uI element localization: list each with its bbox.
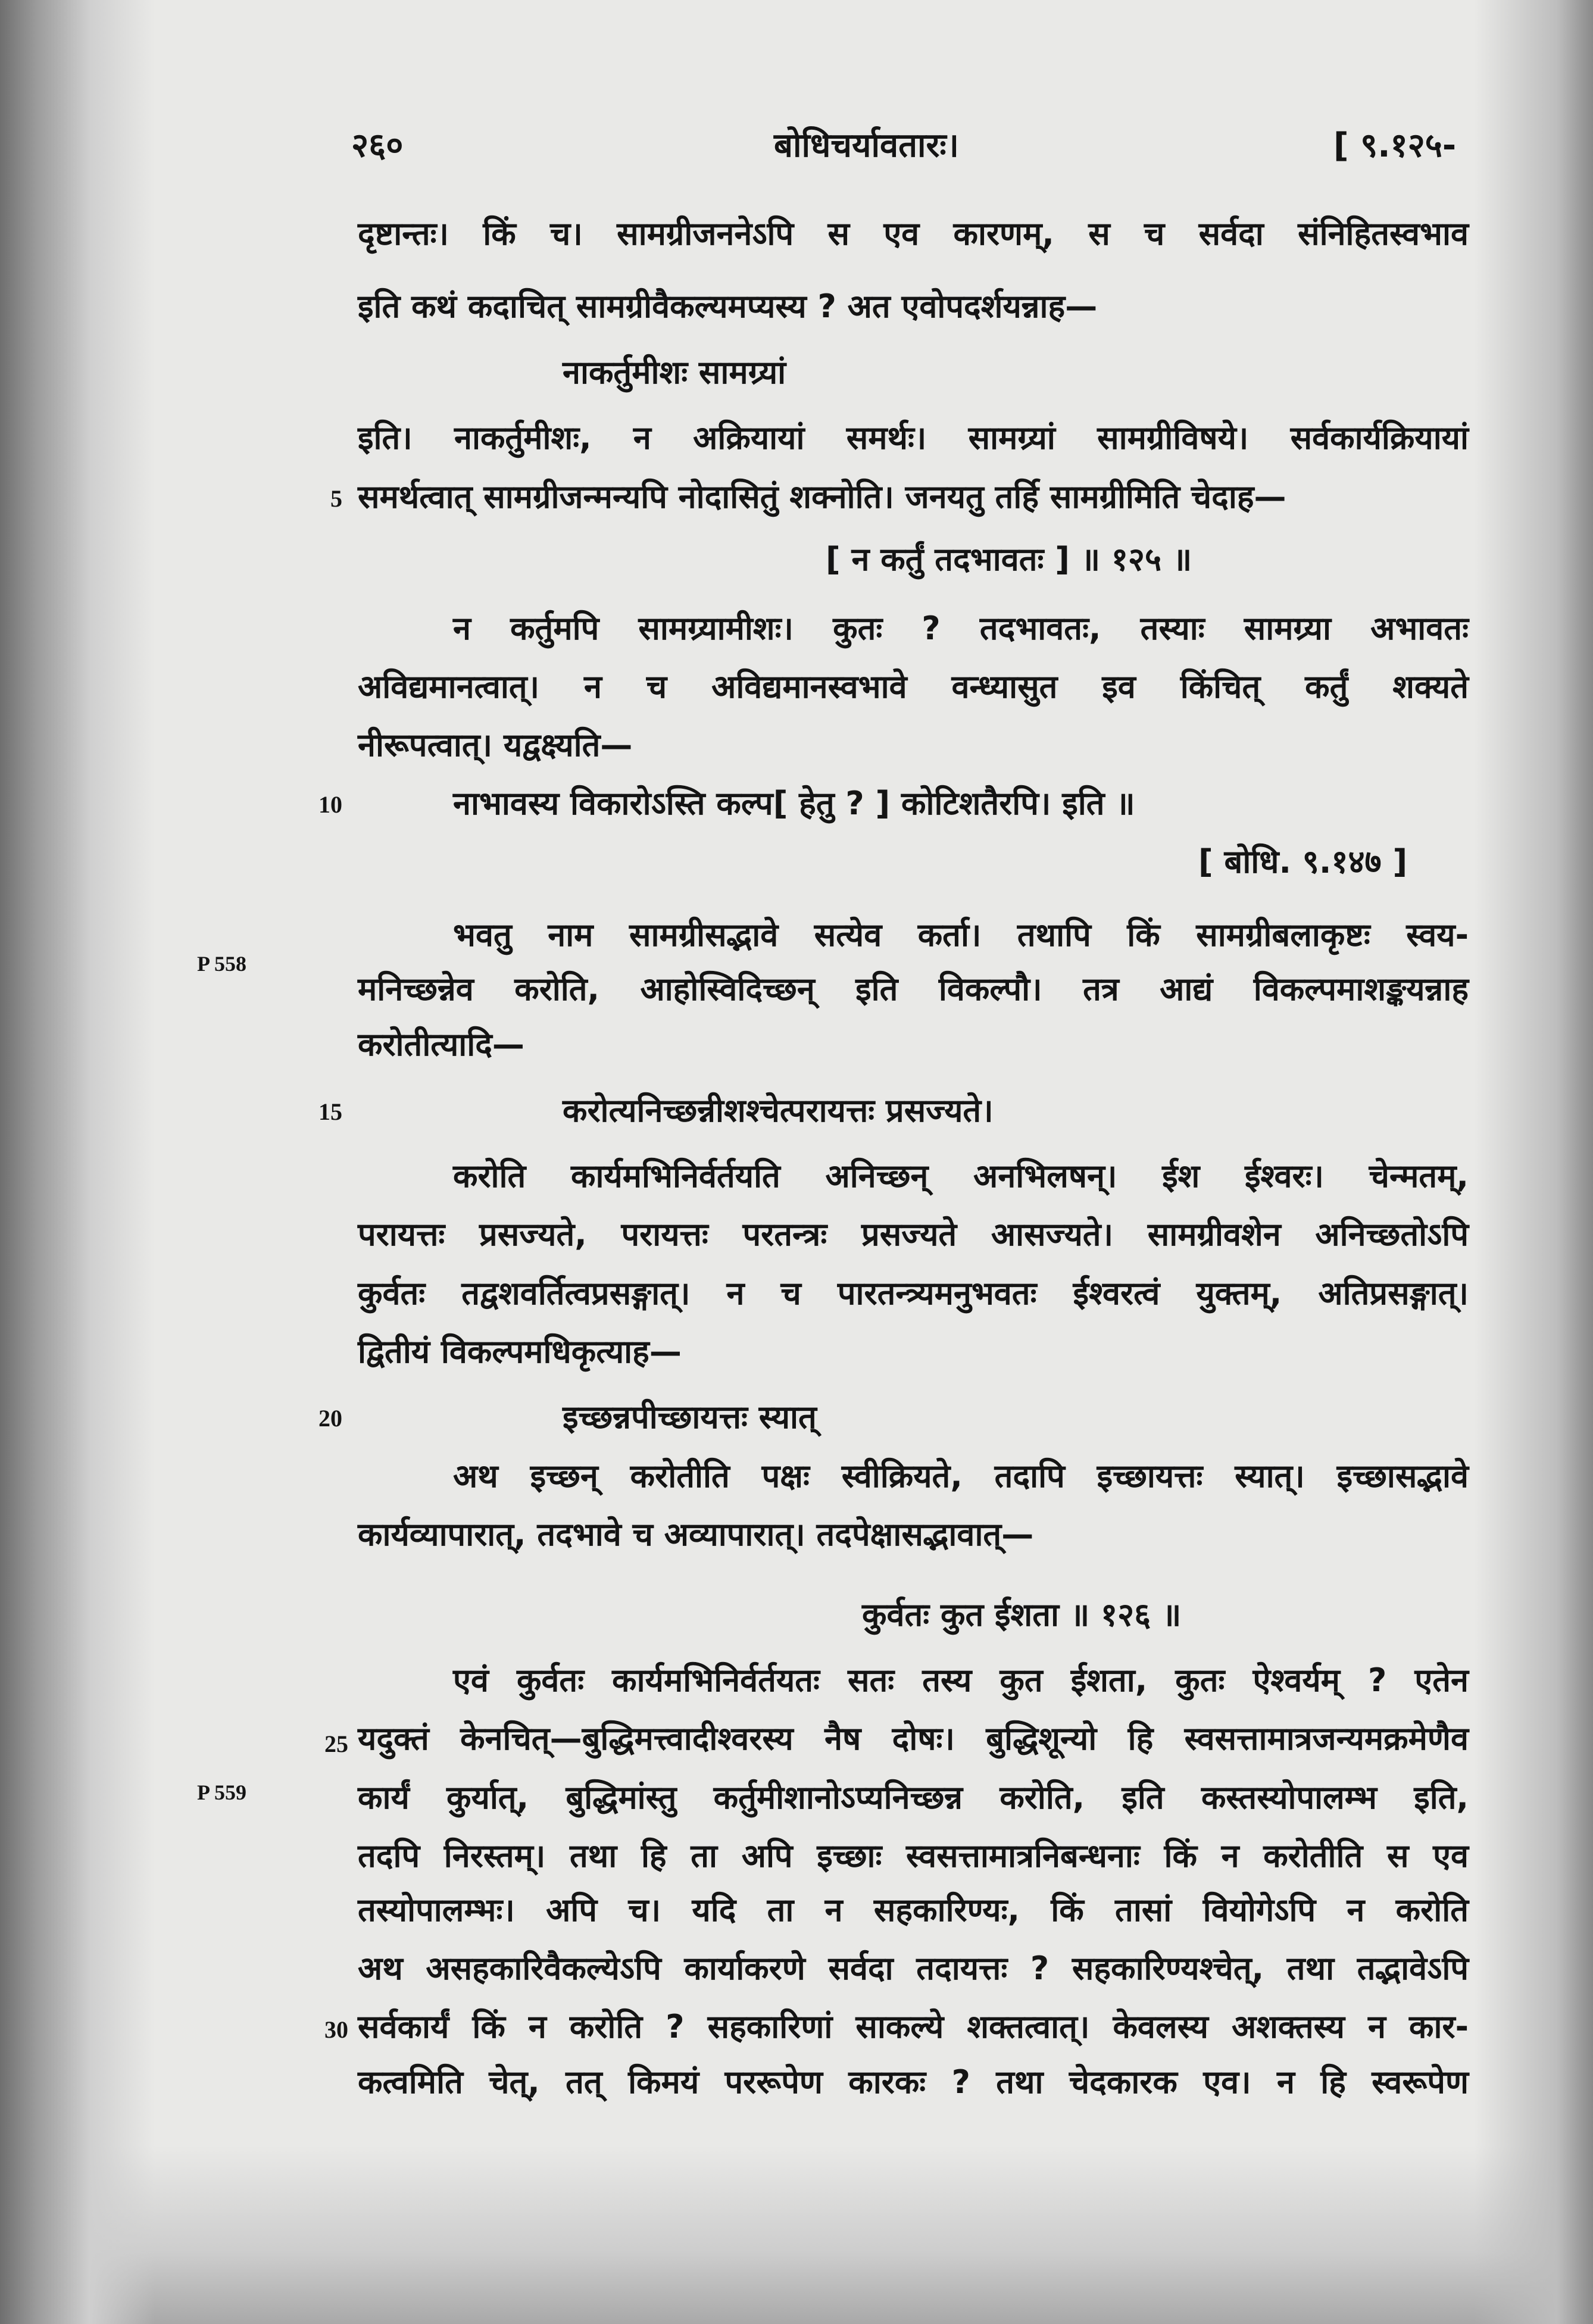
text-line: इति कथं कदाचित् सामग्रीवैकल्यमप्यस्य ? अत एवोपदर्शयन्नाह—	[358, 288, 1098, 325]
running-title: बोधिचर्यावतारः।	[774, 126, 959, 165]
text-line: कुर्वतः तद्वशवर्तित्वप्रसङ्गात्। न च पारतन्त्र्यमनुभवतः ईश्वरत्वं युक्तम्, अतिप्रसङ्गात्।	[358, 1275, 1469, 1312]
text-line: करोतीत्यादि—	[358, 1026, 524, 1063]
line-number: 10	[318, 791, 342, 818]
text-line: सर्वकार्यं किं न करोति ? सहकारिणां साकल्ये शक्तत्वात्। केवलस्य अशक्तस्य न कार-	[358, 2008, 1469, 2045]
line-number: 20	[318, 1405, 342, 1432]
text-line: न कर्तुमपि सामग्र्यामीशः। कुतः ? तदभावतः, तस्याः सामग्र्या अभावतः	[453, 610, 1469, 647]
verse-line: कुर्वतः कुत ईशता ॥ १२६ ॥	[862, 1596, 1182, 1633]
text-line: मनिच्छन्नेव करोति, आहोस्विदिच्छन् इति विकल्पौ। तत्र आद्यं विकल्पमाशङ्कयन्नाह	[358, 970, 1469, 1008]
text-line: कार्यं कुर्यात्, बुद्धिमांस्तु कर्तुमीशानोऽप्यनिच्छन्न करोति, इति कस्तस्योपालम्भ इति,	[358, 1779, 1469, 1816]
text-line: अथ असहकारिवैकल्येऽपि कार्याकरणे सर्वदा तदायत्तः ? सहकारिण्यश्चेत्, तथा तद्भावेऽपि	[358, 1950, 1469, 1987]
text-line: कार्यव्यापारात्, तदभावे च अव्यापारात्। तदपेक्षासद्भावात्—	[358, 1516, 1034, 1553]
edition-page-ref: P 558	[197, 952, 247, 976]
page-number: २६०	[351, 126, 404, 165]
text-line: तस्योपालम्भः। अपि च। यदि ता न सहकारिण्यः, किं तासां वियोगेऽपि न करोति	[358, 1891, 1469, 1929]
text-line: अविद्यमानत्वात्। न च अविद्यमानस्वभावे वन्ध्यासुत इव किंचित् कर्तुं शक्यते	[358, 668, 1469, 705]
line-number: 30	[324, 2016, 348, 2043]
verse-line: करोत्यनिच्छन्नीशश्चेत्परायत्तः प्रसज्यते।	[563, 1092, 994, 1129]
text-line: यदुक्तं केनचित्—बुद्धिमत्त्वादीश्वरस्य नैष दोषः। बुद्धिशून्यो हि स्वसत्तामात्रजन्यमक्रमेणैव	[358, 1720, 1469, 1757]
section-reference: [ ९.१२५-	[1333, 126, 1457, 165]
text-line: इति। नाकर्तुमीशः, न अक्रियायां समर्थः। सामग्र्यां सामग्रीविषये। सर्वकार्यक्रियायां	[358, 419, 1469, 457]
quotation-line: नाभावस्य विकारोऽस्ति कल्प[ हेतु ? ] कोटिशतैरपि। इति ॥	[453, 785, 1135, 822]
citation: [ बोधि. ९.१४७ ]	[1198, 843, 1408, 880]
text-line: दृष्टान्तः। किं च। सामग्रीजननेऽपि स एव कारणम्, स च सर्वदा संनिहितस्वभाव	[358, 215, 1469, 252]
text-line: समर्थत्वात् सामग्रीजन्मन्यपि नोदासितुं शक्नोति। जनयतु तर्हि सामग्रीमिति चेदाह—	[358, 478, 1286, 516]
line-number: 15	[318, 1098, 342, 1125]
text-line: अथ इच्छन् करोतीति पक्षः स्वीक्रियते, तदापि इच्छायत्तः स्यात्। इच्छासद्भावे	[453, 1457, 1469, 1495]
text-line: द्वितीयं विकल्पमधिकृत्याह—	[358, 1333, 682, 1370]
verse-line: इच्छन्नपीच्छायत्तः स्यात्	[563, 1398, 817, 1436]
text-line: करोति कार्यमभिनिर्वर्तयति अनिच्छन् अनभिलषन्। ईश ईश्वरः। चेन्मतम्,	[453, 1157, 1469, 1195]
text-line: परायत्तः प्रसज्यते, परायत्तः परतन्त्रः प्रसज्यते आसज्यते। सामग्रीवशेन अनिच्छतोऽपि	[358, 1216, 1469, 1253]
line-number: 5	[330, 485, 342, 512]
text-line: एवं कुर्वतः कार्यमभिनिर्वर्तयतः सतः तस्य कुत ईशता, कुतः ऐश्वर्यम् ? एतेन	[453, 1661, 1469, 1699]
edition-page-ref: P 559	[197, 1781, 247, 1804]
text-line: भवतु नाम सामग्रीसद्भावे सत्येव कर्ता। तथापि किं सामग्रीबलाकृष्टः स्वय-	[453, 916, 1469, 954]
line-number: 25	[324, 1730, 348, 1757]
text-line: तदपि निरस्तम्। तथा हि ता अपि इच्छाः स्वसत्तामात्रनिबन्धनाः किं न करोतीति स एव	[358, 1837, 1469, 1875]
text-line: कत्वमिति चेत्, तत् किमयं पररूपेण कारकः ? तथा चेदकारक एव। न हि स्वरूपेण	[358, 2063, 1469, 2101]
text-line: नीरूपत्वात्। यद्वक्ष्यति—	[358, 726, 633, 764]
verse-line: [ न कर्तुं तदभावतः ] ॥ १२५ ॥	[826, 541, 1192, 578]
verse-line: नाकर्तुमीशः सामग्र्यां	[563, 354, 786, 391]
